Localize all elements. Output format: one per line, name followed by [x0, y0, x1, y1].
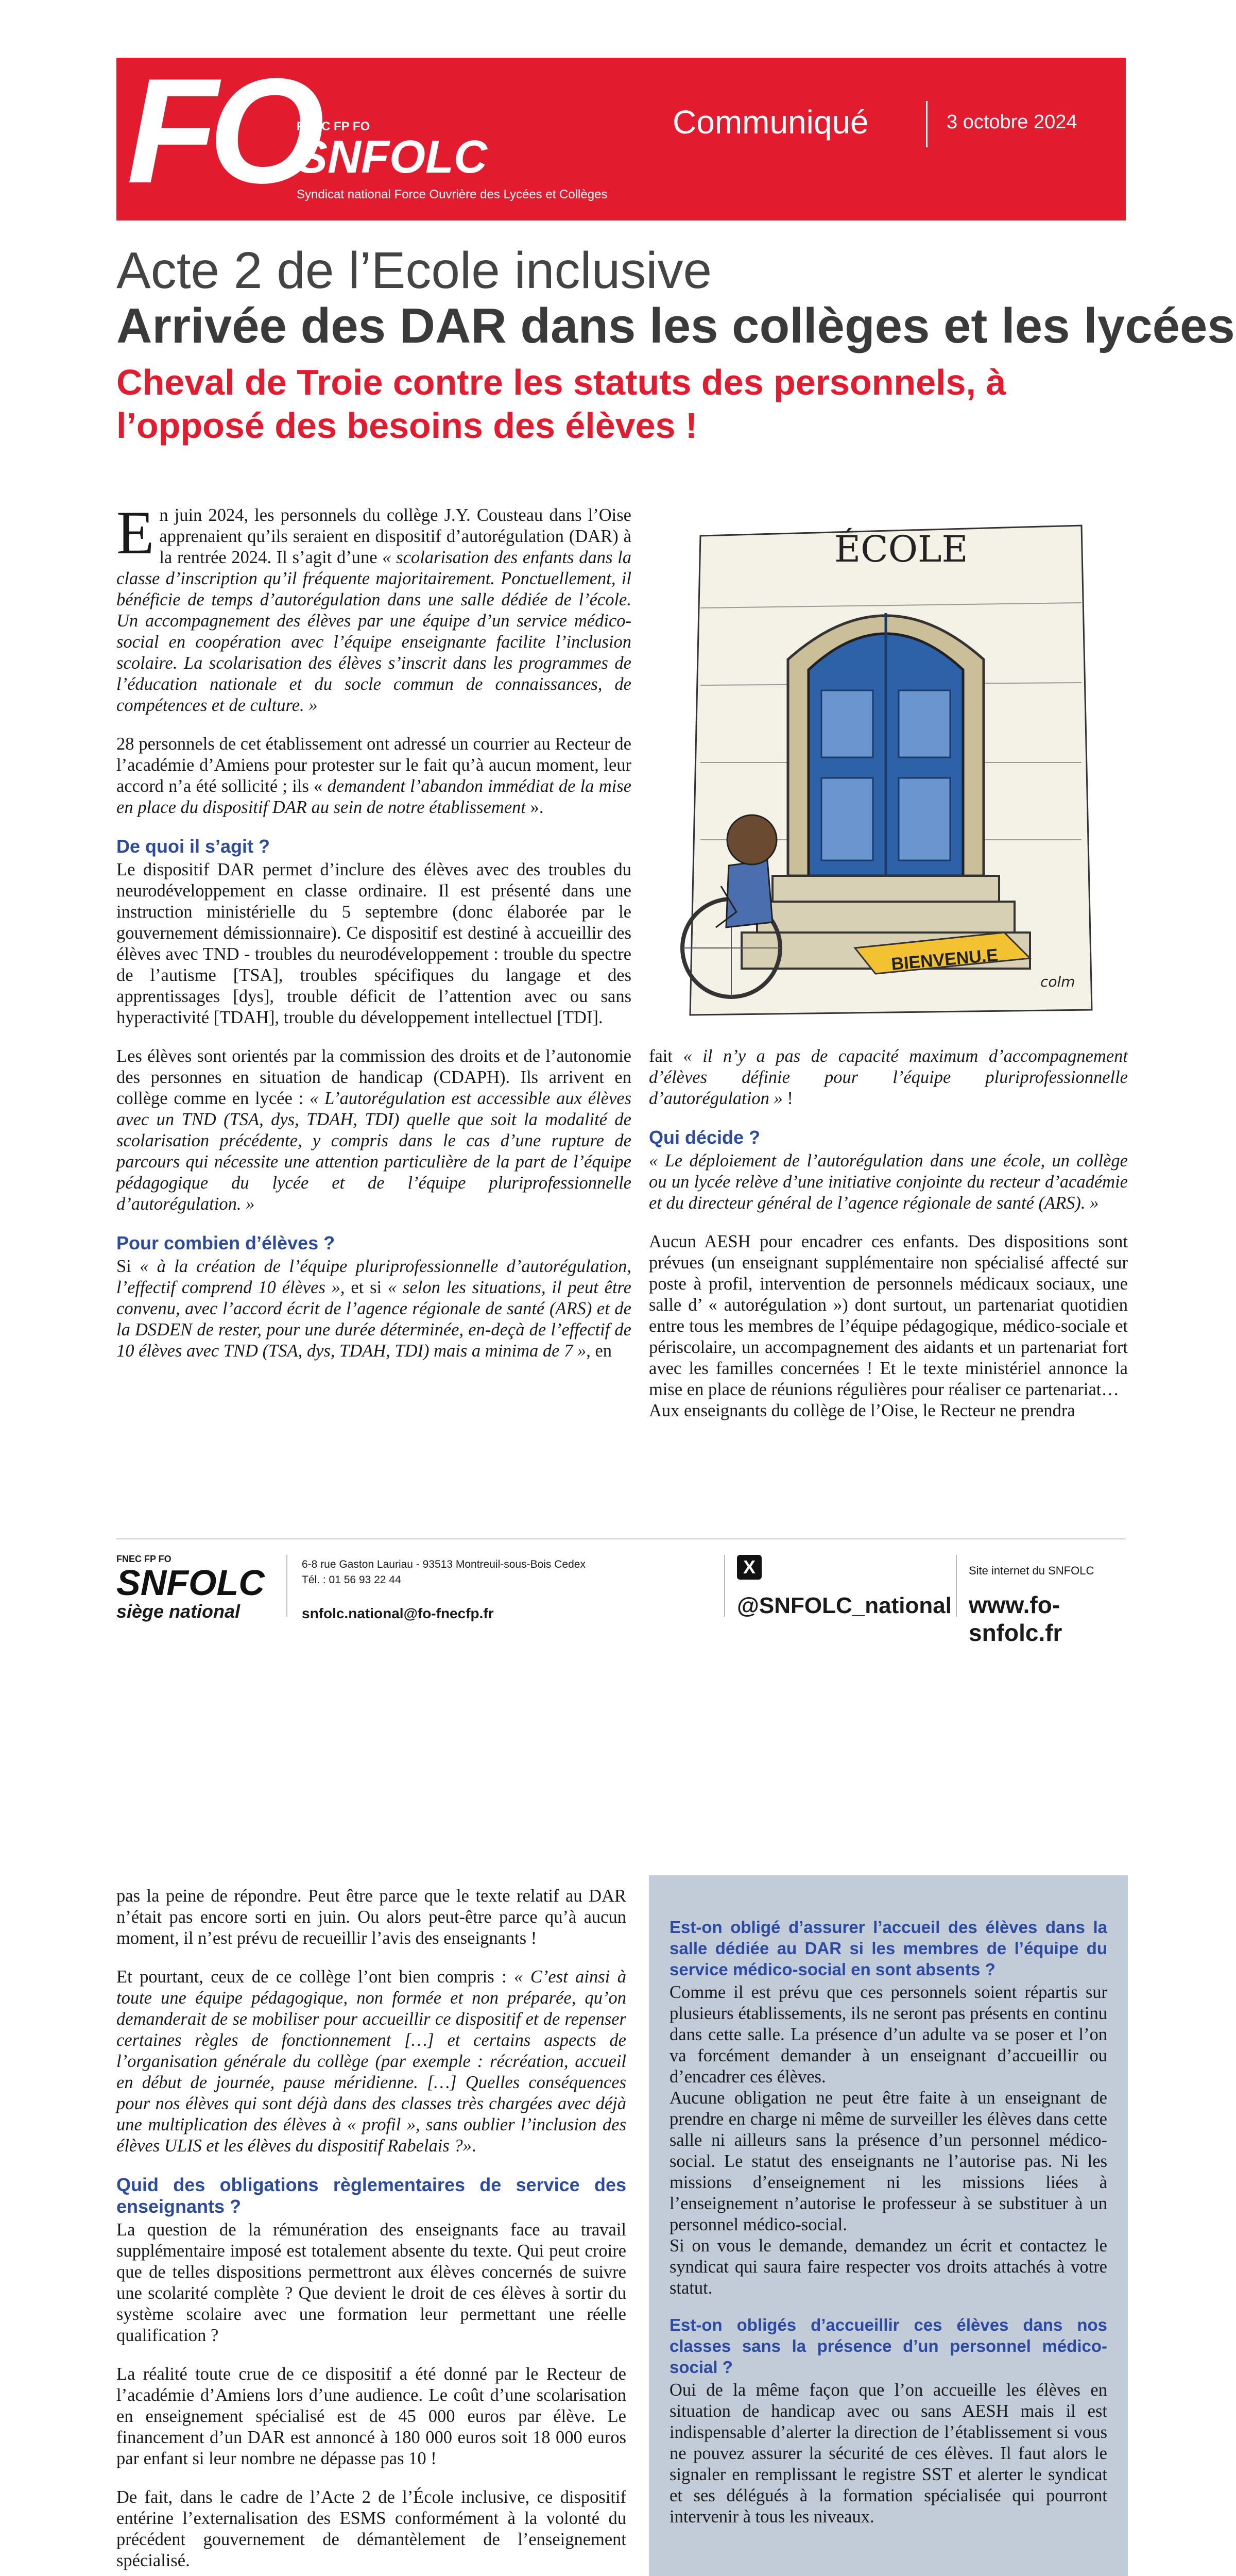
faq-sidebar [649, 1875, 1128, 2576]
article-column-1 [116, 498, 631, 1379]
quote: « scolarisation des enfants dans la classe d’inscription qu’il fréquente majoritairement. Ponctuellement, il bénéficie de temps d’autorégulation dans une salle dédiée de l’école. Un accompagnement des élèves par une équipe d’un service médico-social en coopération avec l’équipe enseignante facilite l’inclusion scolaire. La scolarisation des élèves s’inscrit dans les programmes de l’éducation nationale et du socle commun de connaissances, de compétences et de culture. » [116, 548, 631, 715]
faq-answer: Aucune obligation ne peut être faite à un enseignant de prendre en charge ni même de surveiller les élèves dans cette salle ni ailleurs sans la présence d’un personnel médico-social. Le statut des enseignants ne l’autorise pas. Ni les missions d’enseignement ni les missions liées à l’enseignement n’autorise le professeur à se substituer à un personnel médico-social. [670, 2088, 1107, 2234]
mat-text: BIENVENU.E [890, 945, 999, 974]
document-date: 3 octobre 2024 [947, 111, 1077, 133]
footer-site-link[interactable]: www.fo-snfolc.fr [969, 1591, 1062, 1646]
page-title: Arrivée des DAR dans les collèges et les lycées [116, 298, 1235, 353]
header-banner [116, 47, 1126, 221]
x-social-icon[interactable]: X [737, 1555, 762, 1580]
address-line: 6-8 rue Gaston Lauriau - 93513 Montreuil-sous-Bois Cedex [302, 1558, 586, 1570]
union-full-name: Syndicat national Force Ouvrière des Lycées et Collèges [297, 188, 608, 201]
paragraph: Le dispositif DAR permet d’inclure des élèves avec des troubles du neurodéveloppement en classe ordinaire. Il est présenté dans une instruction ministérielle du 5 septembre (donc élaborée par le gouvernement démissionnaire). Ce dispositif est destiné à accueillir des élèves avec TND - troubles du neurodéveloppement : trouble du spectre de l’autisme [TSA], troubles spécifiques du langage et des apprentissages [dys], trouble déficit de l’attention avec ou sans hyperactivité [TDAH], trouble du développement intellectuel [TDI]. [116, 860, 631, 1027]
phone-line: Tél. : 01 56 93 22 44 [302, 1574, 401, 1586]
faq-answer: Oui de la même façon que l’on accueille les élèves en situation de handicap avec ou sans AESH mais il est indispensable d’alerter la direction de l’établissement si vous ne pouvez assurer la sécurité de ces élèves. Il faut alors le signaler en remplissant le registre SST et alerter le syndicat et ses délégués à la formation spécialisée qui pourront intervenir à tous les niveaux. [670, 2380, 1107, 2527]
paragraph: pas la peine de répondre. Peut être parce que le texte relatif au DAR n’était pas encore sorti en juin. Ou alors peut-être parce qu’à aucun moment, il n’est prévu de recueillir l’avis des enseignants ! [116, 1886, 626, 1948]
footer-site-label: Site internet du SNFOLC [969, 1564, 1094, 1577]
artist-signature: colm [1040, 973, 1075, 990]
article-column-3 [116, 1886, 626, 2576]
text-run: Les élèves sont orientés par la commission des droits et de l’autonomie des personnes en situation de handicap (CDAPH). Ils arrivent en collège comme en lycée : [116, 1046, 631, 1108]
footer-email[interactable]: snfolc.national@fo-fnecfp.fr [302, 1605, 494, 1621]
faq-answer: Si on vous le demande, demandez un écrit et contactez le syndicat qui saura faire respecter vos droits attachés à votre statut. [670, 2236, 1107, 2298]
intro-paragraph [116, 498, 631, 716]
text-run: 28 personnels de cet établissement ont adressé un courrier au Recteur de l’académie d’Amiens pour protester sur le fait qu’à aucun moment, leur accord n’a été sollicité ; ils « [116, 734, 631, 796]
federation-label: FNEC FP FO [297, 120, 370, 133]
quote: « L’autorégulation est accessible aux élèves avec un TND (TSA, dys, TDAH, TDI) quelle que soit la modalité de scolarisation précédente, y compris dans le cas d’une rupture de parcours qui nécessite une attention particulière de la part de l’équipe pédagogique du lycée et de l’équipe pluriprofessionnelle d’autorégulation. » [116, 1089, 631, 1214]
school-door-illustration [670, 505, 1112, 1020]
section-heading: Pour combien d’élèves ? [116, 1232, 335, 1253]
paragraph [116, 1256, 631, 1362]
quote: « selon les situations, il peut être convenu, avec l’accord écrit de l’agence régionale de santé (ARS) et de la DSDEN de rester, pour une durée déterminée, en-deçà de l’effectif de 10 élèves avec TND (TSA, dys, TDAH, TDI) mais a minima de 7 » [116, 1278, 631, 1361]
title-kicker: Acte 2 de l’Ecole inclusive [116, 242, 712, 299]
footer-divider [286, 1555, 287, 1617]
text-run: ! [782, 1089, 793, 1108]
quote: « C’est ainsi à toute une équipe pédagogique, non formée et non préparée, qu’on demanderait de se mobiliser pour accueillir ce dispositif et de repenser certaines règles de fonctionnement […] et certains aspects de l’organisation générale du collège (par exemple : récréation, accueil en début de journée, pause méridienne. […] Quelles conséquences pour nos élèves qui sont déjà dans des classes très chargées avec déjà une multiplication des élèves à « profil », sans oublier l’inclusion des élèves ULIS et les élèves du dispositif Rabelais ?» [116, 1967, 627, 2156]
faq-question: Est-on obligés d’accueillir ces élèves dans nos classes sans la présence d’un personnel médico-social ? [670, 2315, 1107, 2377]
paragraph: Aucun AESH pour encadrer ces enfants. Des dispositions sont prévues (un enseignant supplémentaire non spécialisé affecté sur poste à profil, intervention de personnels médicaux sociaux, une salle d’ « autorégulation ») dont surtout, un partenariat quotidien entre tous les membres de l’équipe pédagogique, médico-sociale et périscolaire, un accompagnement des aidants et un partenariat fort avec les familles concernées ! Et le texte ministériel annonce la mise en place de réunions régulières pour réaliser ce partenariat… [649, 1232, 1128, 1399]
text-run: . [471, 2136, 476, 2156]
text-run: , et si [340, 1278, 388, 1297]
section-heading: Qui décide ? [649, 1127, 761, 1148]
section-heading: Quid des obligations règlementaires de service des enseignants ? [116, 2174, 626, 2217]
text-run: Et pourtant, ceux de ce collège l’ont bien compris : [116, 1967, 514, 1987]
footer-tagline: siège national [116, 1601, 241, 1622]
footer-address [302, 1557, 586, 1588]
paragraph [116, 734, 631, 818]
sign-text: ÉCOLE [834, 528, 968, 570]
text-run: Si [116, 1257, 140, 1276]
text-run: , en [586, 1341, 612, 1361]
paragraph: De fait, dans le cadre de l’Acte 2 de l’École inclusive, ce dispositif entérine l’externalisation des ESMS conformément à la volonté du précédent gouvernement de démantèlement de l’enseignement spécialisé. [116, 2487, 626, 2570]
child-head [727, 815, 777, 865]
paragraph [116, 1967, 626, 2157]
footer-divider [956, 1555, 957, 1617]
paragraph: La question de la rémunération des enseignants face au travail supplémentaire imposé est totalement absente du texte. Qui peut croire que de telles dispositions permettront aux élèves concernés de suivre une scolarité complète ? Que devient le droit de ces élèves à sortir du système scolaire avec une formation leur permettant une réelle qualification ? [116, 2220, 626, 2345]
paragraph: Aux enseignants du collège de l’Oise, le Recteur ne prendra [649, 1401, 1075, 1420]
faq-answer: Comme il est prévu que ces personnels soient répartis sur plusieurs établissements, ils ne seront pas présents en continu dans cette salle. La présence d’un adulte va se poser et l’on va forcément demander à un enseignant d’accueillir ou d’encadrer ces élèves. [670, 1982, 1107, 2087]
paragraph [649, 1046, 1128, 1109]
article-column-2 [649, 1046, 1128, 1439]
paragraph [116, 1046, 631, 1215]
footer-union-logo: SNFOLC [116, 1563, 265, 1603]
footer-federation: FNEC FP FO [116, 1554, 171, 1564]
paragraph: La réalité toute crue de ce dispositif a été donné par le Recteur de l’académie d’Amiens lors d’une audience. Le coût d’une scolarisation en enseignement spécialisé est de 45 000 euros par élève. Le financement d’un DAR est annoncé à 180 000 euros soit 18 000 euros par enfant si leur nombre ne dépasse pas 10 ! [116, 2364, 626, 2468]
text-run: ». [525, 798, 544, 817]
quote: demandent l’abandon immédiat de la mise en place du dispositif DAR au sein de notre établissement [116, 776, 631, 817]
document-type: Communiqué [673, 104, 869, 141]
quote-paragraph: « Le déploiement de l’autorégulation dans une école, un collège ou un lycée relève d’une initiative conjointe du recteur d’académie et du directeur général de l’agence régionale de santé (ARS). » [649, 1151, 1128, 1213]
dropcap: E [116, 498, 154, 567]
quote: « il n’y a pas de capacité maximum d’accompagnement d’élèves définie pour l’équipe pluriprofessionnelle d’autorégulation » [649, 1046, 1128, 1108]
text-run: n juin 2024, les personnels du collège J.Y. Cousteau dans l’Oise apprenaient qu’ils seraient en dispositif d’autorégulation (DAR) à la rentrée 2024. Il s’agit d’une [159, 505, 631, 567]
header-divider [926, 101, 928, 147]
fo-logo: FO [127, 47, 316, 214]
quote: « à la création de l’équipe pluriprofessionnelle d’autorégulation, l’effectif comprend 10 élèves » [116, 1257, 631, 1297]
section-heading: De quoi il s’agit ? [116, 836, 270, 857]
faq-question: Est-on obligé d’assurer l’accueil des élèves dans la salle dédiée au DAR si les membres de l’équipe du service médico-social en sont absents ? [670, 1918, 1107, 1979]
union-logo: SNFOLC [297, 131, 487, 183]
footer-divider [724, 1555, 725, 1617]
text-run: fait [649, 1046, 683, 1066]
footer-social-handle[interactable]: @SNFOLC_national [737, 1593, 952, 1618]
footer-logo [116, 1554, 265, 1622]
page-subtitle: Cheval de Troie contre les statuts des personnels, à l’opposé des besoins des élèves ! [116, 362, 1006, 446]
page-footer [116, 1538, 1126, 1646]
